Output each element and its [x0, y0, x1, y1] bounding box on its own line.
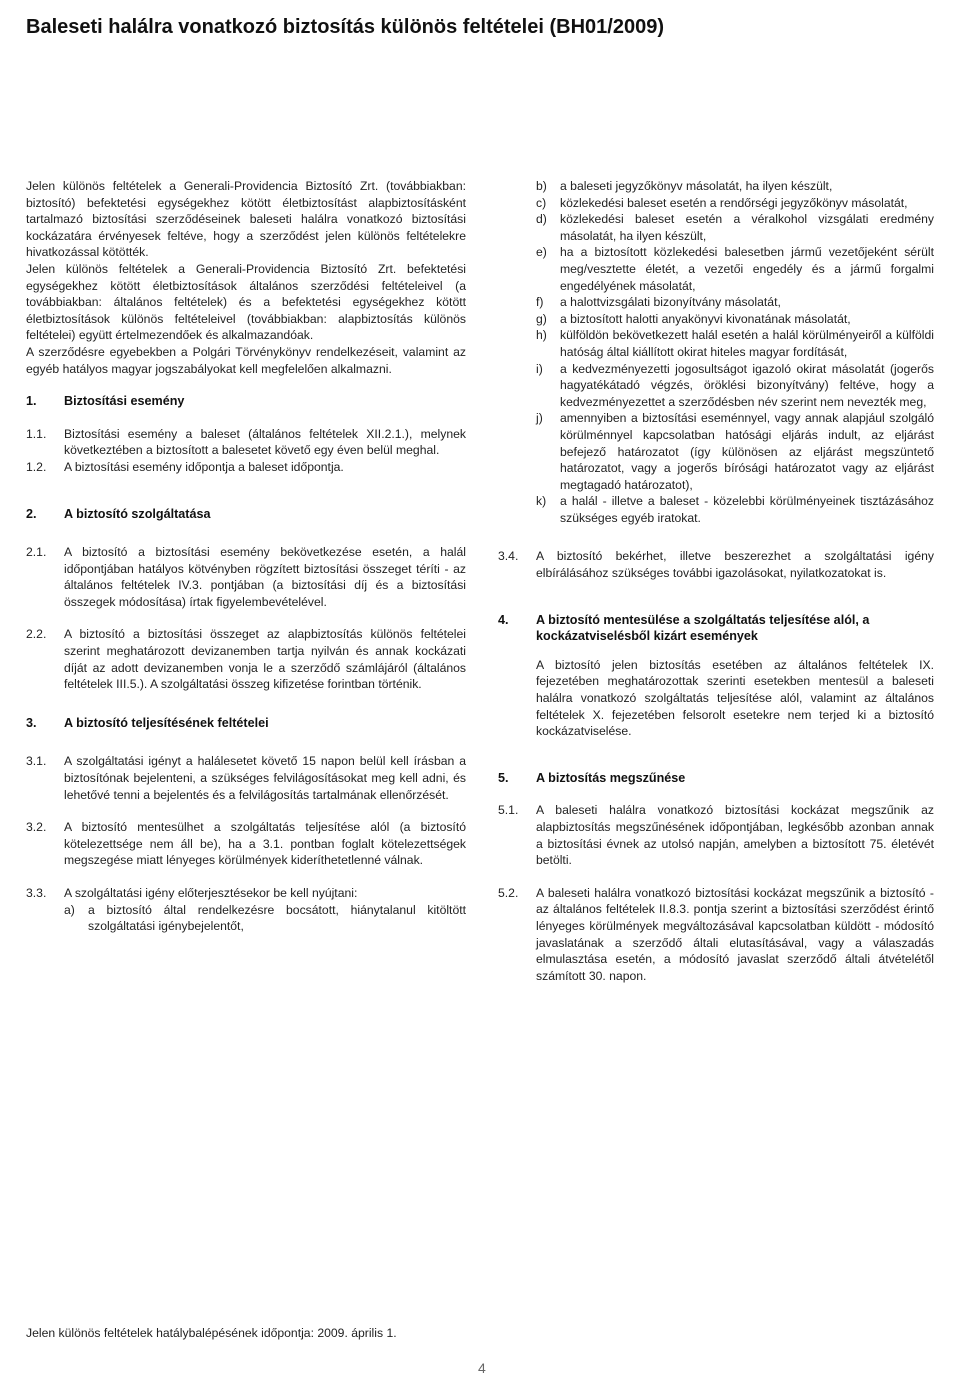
list-item: a) a biztosító által rendelkezésre bocsátott, hiánytalanul kitöltött szolgáltatási igénybejelentőt, [64, 902, 466, 934]
section-1-heading: 1. Biztosítási esemény [26, 394, 185, 409]
intro-paragraph-1: Jelen különös feltételek a Generali-Providencia Biztosító Zrt. (továbbiakban: biztosító) befektetési egységekhez kötött életbiztosítást alapbiztosításként tartalmazó biztosítási szerződéseinek baleseti halálra vonatkozó biztosítási kockázatára érvényesek feltéve, hogy a szerződést jelen különös feltételekre hivatkozással kötötték. [26, 179, 466, 260]
list-3-3-a [26, 902, 466, 935]
left-column [26, 178, 466, 935]
item-3-1: 3.1. A szolgáltatási igényt a halálesetet követő 15 napon belül kell írásban a biztosítónak bejelenteni, a szükséges felvilágosításokat meg kell adni, és lehetővé tenni a bejelentés és a felvilágosítás tartalmának ellenőrzését. [26, 754, 466, 802]
section-2-heading: 2. A biztosító szolgáltatása [26, 506, 211, 521]
section-4-text: A biztosító jelen biztosítás esetében az általános feltételek IX. fejezetében meghatározottak szerinti esetekben mentesül a baleseti halálra vonatkozó szolgáltatás teljesítése alól, valamint az általános feltételek X. fejezetében felsorolt esetekre nem terjed ki a biztosító kockázatviselése. [536, 657, 934, 739]
list-3-3-continued [498, 178, 934, 526]
item-2-1: 2.1. A biztosító a biztosítási esemény bekövetkezése esetén, a halál időpontjában hatályos kötvényben rögzített biztosítási összeget téríti - az általános feltételek IV.3. pontjában (a biztosítási díj és a biztosítási összegek módosítása) írtak figyelembevételével. [26, 545, 466, 609]
list-item: b) a baleseti jegyzőkönyv másolatát, ha ilyen készült, [536, 179, 833, 193]
list-item: f) a halottvizsgálati bizonyítvány másolatát, [536, 295, 781, 310]
list-item: d) közlekedési baleset esetén a véralkohol vizsgálati eredmény másolatát, ha ilyen készült, [536, 212, 934, 243]
item-5-1: 5.1. A baleseti halálra vonatkozó biztosítási kockázat megszűnik az alapbiztosítás megszűnésének időpontjában, legkésőbb azonban annak a biztosítási évnek az utolsó napján, amelyben a biztosított 75. életévét betölti. [498, 803, 934, 868]
list-item: e) ha a biztosított közlekedési balesetben jármű vezetőjeként sérült meg/vesztette életét, a vezetői engedély és a jármű forgalmi engedélyének másolatát, [536, 245, 934, 293]
list-item: h) külföldön bekövetkezett halál esetén a halál körülményeiről a külföldi hatóság által kiállított okirat hiteles magyar fordítását, [536, 328, 934, 359]
item-3-4: 3.4. A biztosító bekérhet, illetve beszerezhet a szolgáltatási igény elbírálásához szükséges további igazolásokat, nyilatkozatokat is. [498, 549, 934, 581]
list-item: i) a kedvezményezetti jogosultságot igazoló okirat másolatát (jogerős hagyatékátadó végzés, öröklési bizonyítvány) feltéve, hogy a kedvezményezettet a szerződésben név szerint nem nevezték meg, [536, 361, 934, 409]
section-3-heading: 3. A biztosító teljesítésének feltételei [26, 715, 269, 730]
list-item: c) közlekedési baleset esetén a rendőrségi jegyzőkönyv másolatát, [536, 195, 908, 210]
item-1-1: 1.1. Biztosítási esemény a baleset (általános feltételek XII.2.1.), melynek következtében a biztosított a balesetet követő egy éven belül meghal. [26, 426, 466, 458]
document-title: Baleseti halálra vonatkozó biztosítás különös feltételei (BH01/2009) [26, 16, 664, 38]
section-4-heading: 4. A biztosító mentesülése a szolgáltatás teljesítése alól, a kockázatviselésből kizárt események [498, 612, 870, 644]
item-3-2: 3.2. A biztosító mentesülhet a szolgáltatás teljesítése alól (a biztosító kötelezettsége nem áll be), ha a 3.1. pontban foglalt kötelezettségek megszegése miatt lényeges körülmények kideríthetetlenné válnak. [26, 820, 466, 868]
section-5-heading: 5. A biztosítás megszűnése [498, 770, 686, 785]
list-item: j) amennyiben a biztosítási eseménnyel, vagy annak alapjául szolgáló körülménnyel kapcsolatban hatósági eljárás indult, az eljárást befejező határozatot (így különösen az eljárást megszüntető határozatot, vagy a jogerős bírósági határozatot vagy az eljárást megtagadó határozatot), [536, 411, 934, 492]
item-2-2: 2.2. A biztosító a biztosítási összeget az alapbiztosítás különös feltételei szerint meghatározott devizanemben tartja nyilván és annak kockázati díját az adott devizanemben vonja le a szerződő számlájáról (általános feltételek III.5.). A szolgáltatási összeg kifizetése forintban történik. [26, 627, 466, 692]
list-item: k) a halál - illetve a baleset - közelebbi körülményeinek tisztázásához szükséges egyéb iratokat. [536, 494, 934, 525]
intro-paragraph-3: A szerződésre egyebekben a Polgári Törvénykönyv rendelkezéseit, valamint az egyéb hatályos magyar jogszabályokat kell megfelelően alkalmazni. [26, 344, 466, 376]
item-3-3: 3.3. A szolgáltatási igény előterjesztésekor be kell nyújtani: [26, 886, 358, 900]
intro-paragraph-2: Jelen különös feltételek a Generali-Providencia Biztosító Zrt. befektetési egységekhez kötött életbiztosítások általános szerződési feltételeivel (a továbbiakban: általános feltételek) és a befektetési egységekhez kötött életbiztosítások különös feltételeivel (továbbiakban: alapbiztosítás különös feltételei) együtt értelmezendőek és alkalmazandóak. [26, 261, 466, 343]
effective-date-note: Jelen különös feltételek hatálybalépésének időpontja: 2009. április 1. [26, 1326, 397, 1340]
item-1-2: 1.2. A biztosítási esemény időpontja a baleset időpontja. [26, 459, 344, 474]
page-number: 4 [478, 1360, 486, 1376]
item-5-2: 5.2. A baleseti halálra vonatkozó biztosítási kockázat megszűnik a biztosító - az általános feltételek II.8.3. pontja szerint a biztosítási szerződést érintő lényeges körülmények megváltozásával kapcsolatban küldött - módosító javaslatának a szerződő általi elutasításával, vagy a válaszadás elmulasztása esetén, a módosító javaslat szerződő általi átvételétől számított 30. napon. [498, 885, 934, 983]
right-column [498, 178, 934, 984]
list-item: g) a biztosított halotti anyakönyvi kivonatának másolatát, [536, 311, 851, 326]
